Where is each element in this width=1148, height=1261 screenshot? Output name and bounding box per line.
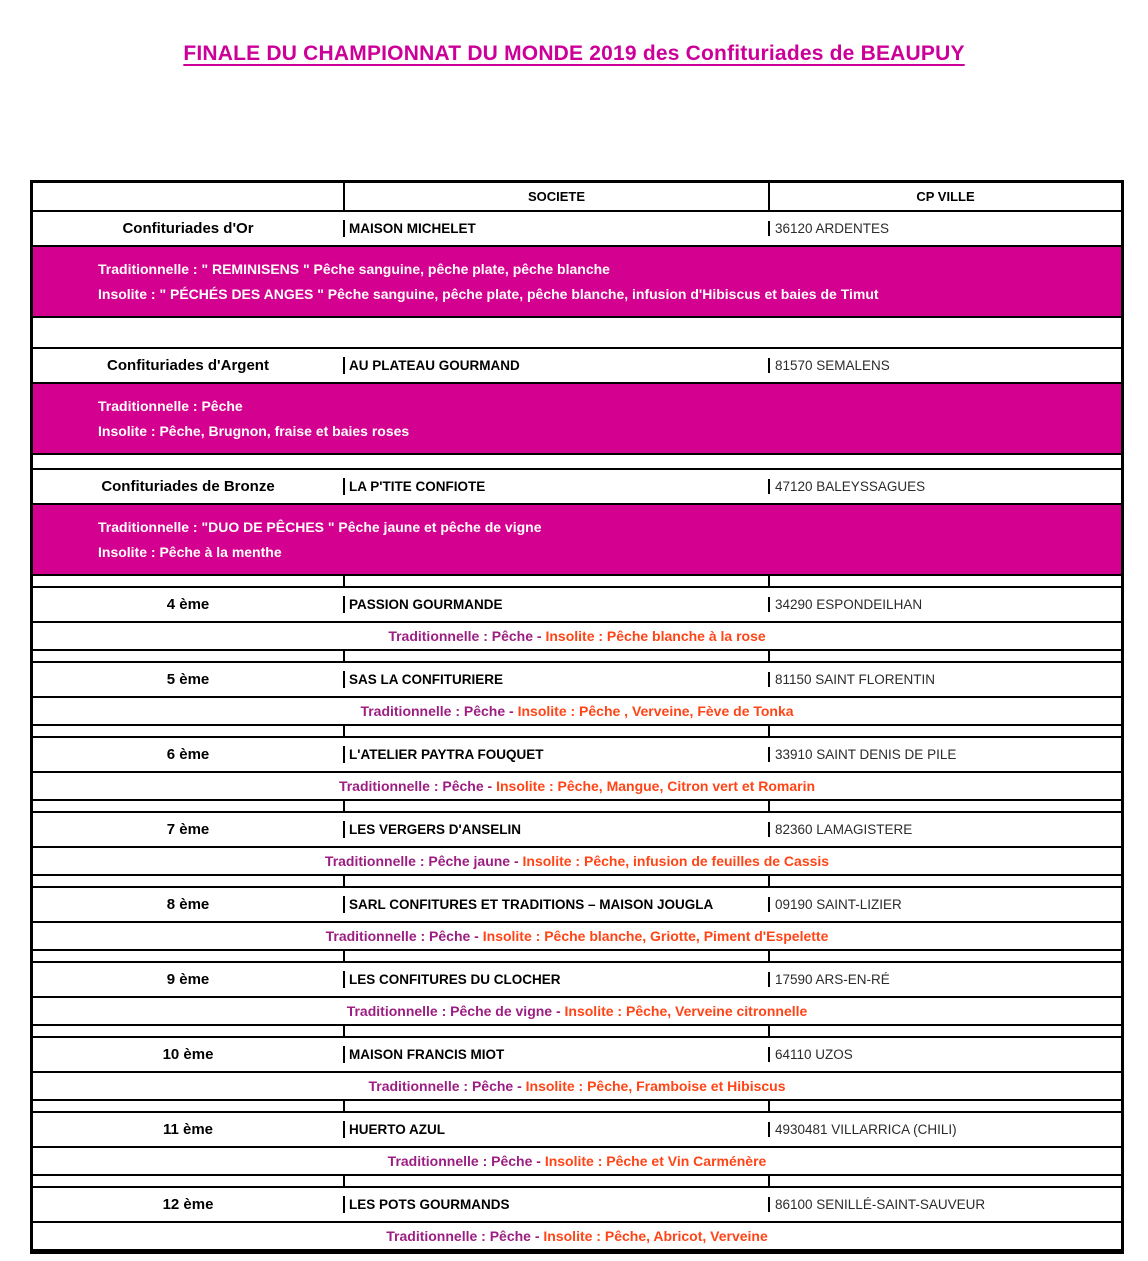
flavors-banner	[33, 247, 1121, 318]
ranked-section	[33, 576, 1121, 651]
company-name: SARL CONFITURES ET TRADITIONS – MAISON JOUGLA	[345, 897, 770, 912]
spacer-cell	[33, 1026, 345, 1036]
table-header-row	[33, 183, 1121, 212]
company-name: LA P'TITE CONFIOTE	[345, 479, 770, 494]
company-name: MAISON MICHELET	[345, 221, 770, 236]
ranked-row	[33, 888, 1121, 923]
spacer-row	[33, 1026, 1121, 1038]
spacer-cell	[33, 651, 345, 661]
company-city: 33910 SAINT DENIS DE PILE	[775, 747, 957, 762]
insolite-line: Insolite : " PÉCHÉS DES ANGES " Pêche sanguine, pêche plate, pêche blanche, infusion d'Hibiscus et baies de Timut	[98, 286, 879, 302]
insolite-text: Insolite : Pêche , Verveine, Fève de Tonka	[517, 703, 794, 719]
spacer-cell	[770, 801, 1121, 811]
spacer-cell	[345, 726, 770, 736]
company-name: SAS LA CONFITURIERE	[345, 672, 770, 687]
company-city: 36120 ARDENTES	[775, 221, 890, 236]
company-city: 34290 ESPONDEILHAN	[775, 597, 923, 612]
insolite-text: Insolite : Pêche, Framboise et Hibiscus	[525, 1078, 786, 1094]
spacer-row	[33, 951, 1121, 963]
spacer-row	[33, 576, 1121, 588]
traditionnelle-text: Traditionnelle : Pêche -	[388, 628, 542, 644]
company-name: LES VERGERS D'ANSELIN	[345, 822, 770, 837]
spacer-cell	[33, 1101, 345, 1111]
ranked-section	[33, 876, 1121, 951]
traditionnelle-text: Traditionnelle : Pêche de vigne -	[346, 1003, 561, 1019]
spacer-cell	[345, 1176, 770, 1186]
traditionnelle-line: Traditionnelle : Pêche	[98, 398, 243, 414]
rank-label: 4 ème	[33, 596, 345, 613]
company-name: MAISON FRANCIS MIOT	[345, 1047, 770, 1062]
ranked-row	[33, 738, 1121, 773]
spacer-row	[33, 876, 1121, 888]
ranked-row	[33, 663, 1121, 698]
winner-row	[33, 212, 1121, 247]
insolite-text: Insolite : Pêche et Vin Carménère	[544, 1153, 767, 1169]
company-city: 81570 SEMALENS	[775, 358, 890, 373]
spacer-row	[33, 1176, 1121, 1188]
company-city: 47120 BALEYSSAGUES	[775, 479, 926, 494]
spacer-cell	[345, 651, 770, 661]
spacer-cell	[33, 876, 345, 886]
ranked-row	[33, 1038, 1121, 1073]
ranked-row	[33, 1188, 1121, 1223]
ranked-row	[33, 813, 1121, 848]
company-city: 09190 SAINT-LIZIER	[775, 897, 902, 912]
company-name: PASSION GOURMANDE	[345, 597, 770, 612]
spacer-cell	[770, 951, 1121, 961]
insolite-text: Insolite : Pêche blanche, Griotte, Piment d'Espelette	[482, 928, 829, 944]
insolite-text: Insolite : Pêche, Mangue, Citron vert et Romarin	[496, 778, 816, 794]
page-title: FINALE DU CHAMPIONNAT DU MONDE 2019 des Confituriades de BEAUPUY	[183, 42, 965, 65]
spacer-cell	[33, 576, 345, 586]
flavors-subrow	[33, 1223, 1121, 1251]
company-name: L'ATELIER PAYTRA FOUQUET	[345, 747, 770, 762]
traditionnelle-text: Traditionnelle : Pêche -	[325, 928, 479, 944]
flavors-subrow	[33, 848, 1121, 876]
award-label: Confituriades d'Argent	[33, 357, 345, 374]
winner-row	[33, 470, 1121, 505]
traditionnelle-text: Traditionnelle : Pêche -	[386, 1228, 540, 1244]
traditionnelle-text: Traditionnelle : Pêche -	[360, 703, 514, 719]
spacer-cell	[33, 1176, 345, 1186]
traditionnelle-text: Traditionnelle : Pêche -	[387, 1153, 541, 1169]
flavors-subrow	[33, 998, 1121, 1026]
flavors-subrow	[33, 1073, 1121, 1101]
ranked-row	[33, 588, 1121, 623]
spacer-cell	[345, 951, 770, 961]
spacer-row	[33, 801, 1121, 813]
winner-section	[33, 470, 1121, 576]
spacer-cell	[770, 576, 1121, 586]
company-name: LES POTS GOURMANDS	[345, 1197, 770, 1212]
spacer-cell	[770, 1026, 1121, 1036]
traditionnelle-line: Traditionnelle : "DUO DE PÊCHES " Pêche jaune et pêche de vigne	[98, 519, 542, 535]
rank-label: 7 ème	[33, 821, 345, 838]
spacer-cell	[770, 726, 1121, 736]
flavors-banner	[33, 505, 1121, 576]
spacer-cell	[770, 876, 1121, 886]
spacer-cell	[345, 801, 770, 811]
insolite-text: Insolite : Pêche blanche à la rose	[545, 628, 766, 644]
spacer-row	[33, 1101, 1121, 1113]
company-city: 86100 SENILLÉ-SAINT-SAUVEUR	[775, 1197, 986, 1212]
insolite-text: Insolite : Pêche, Verveine citronnelle	[564, 1003, 808, 1019]
winner-section	[33, 212, 1121, 349]
spacer-cell	[770, 651, 1121, 661]
flavors-banner	[33, 384, 1121, 455]
ranked-section	[33, 651, 1121, 726]
spacer-cell	[345, 876, 770, 886]
company-city: 81150 SAINT FLORENTIN	[775, 672, 936, 687]
ranked-section	[33, 801, 1121, 876]
winner-row	[33, 349, 1121, 384]
insolite-line: Insolite : Pêche, Brugnon, fraise et baies roses	[98, 423, 410, 439]
company-city: 17590 ARS-EN-RÉ	[775, 972, 890, 987]
results-table	[30, 180, 1124, 1254]
insolite-text: Insolite : Pêche, Abricot, Verveine	[543, 1228, 768, 1244]
spacer-cell	[770, 1101, 1121, 1111]
traditionnelle-text: Traditionnelle : Pêche jaune -	[324, 853, 519, 869]
header-award-column	[33, 183, 345, 210]
ranked-section	[33, 1026, 1121, 1101]
spacer-row	[33, 651, 1121, 663]
ranked-section	[33, 726, 1121, 801]
insolite-text: Insolite : Pêche, infusion de feuilles de Cassis	[522, 853, 830, 869]
ranked-section	[33, 1176, 1121, 1251]
traditionnelle-line: Traditionnelle : " REMINISENS " Pêche sanguine, pêche plate, pêche blanche	[98, 261, 610, 277]
flavors-subrow	[33, 773, 1121, 801]
flavors-subrow	[33, 623, 1121, 651]
flavors-subrow	[33, 923, 1121, 951]
company-city: 4930481 VILLARRICA (CHILI)	[775, 1122, 957, 1137]
company-name: LES CONFITURES DU CLOCHER	[345, 972, 770, 987]
spacer-row	[33, 726, 1121, 738]
spacer-cell	[33, 951, 345, 961]
rank-label: 8 ème	[33, 896, 345, 913]
rank-label: 9 ème	[33, 971, 345, 988]
spacer-cell	[33, 726, 345, 736]
company-name: HUERTO AZUL	[345, 1122, 770, 1137]
header-cp-ville: CP VILLE	[916, 189, 975, 204]
award-label: Confituriades de Bronze	[33, 478, 345, 495]
header-societe: SOCIETE	[345, 183, 770, 210]
flavors-subrow	[33, 698, 1121, 726]
spacer-cell	[345, 1101, 770, 1111]
winner-section	[33, 349, 1121, 470]
spacer-cell	[345, 576, 770, 586]
company-city: 82360 LAMAGISTERE	[775, 822, 913, 837]
ranked-row	[33, 1113, 1121, 1148]
traditionnelle-text: Traditionnelle : Pêche -	[338, 778, 493, 794]
company-name: AU PLATEAU GOURMAND	[345, 358, 770, 373]
spacer-cell	[345, 1026, 770, 1036]
rank-label: 10 ème	[33, 1046, 345, 1063]
insolite-line: Insolite : Pêche à la menthe	[98, 544, 282, 560]
company-city: 64110 UZOS	[775, 1047, 853, 1062]
rank-label: 6 ème	[33, 746, 345, 763]
ranked-section	[33, 1101, 1121, 1176]
spacer-cell	[770, 1176, 1121, 1186]
rank-label: 12 ème	[33, 1196, 345, 1213]
flavors-subrow	[33, 1148, 1121, 1176]
traditionnelle-text: Traditionnelle : Pêche -	[368, 1078, 522, 1094]
award-label: Confituriades d'Or	[33, 220, 345, 237]
rank-label: 11 ème	[33, 1121, 345, 1138]
ranked-section	[33, 951, 1121, 1026]
spacer-row	[33, 318, 1121, 349]
rank-label: 5 ème	[33, 671, 345, 688]
ranked-row	[33, 963, 1121, 998]
spacer-row	[33, 455, 1121, 470]
spacer-cell	[33, 801, 345, 811]
